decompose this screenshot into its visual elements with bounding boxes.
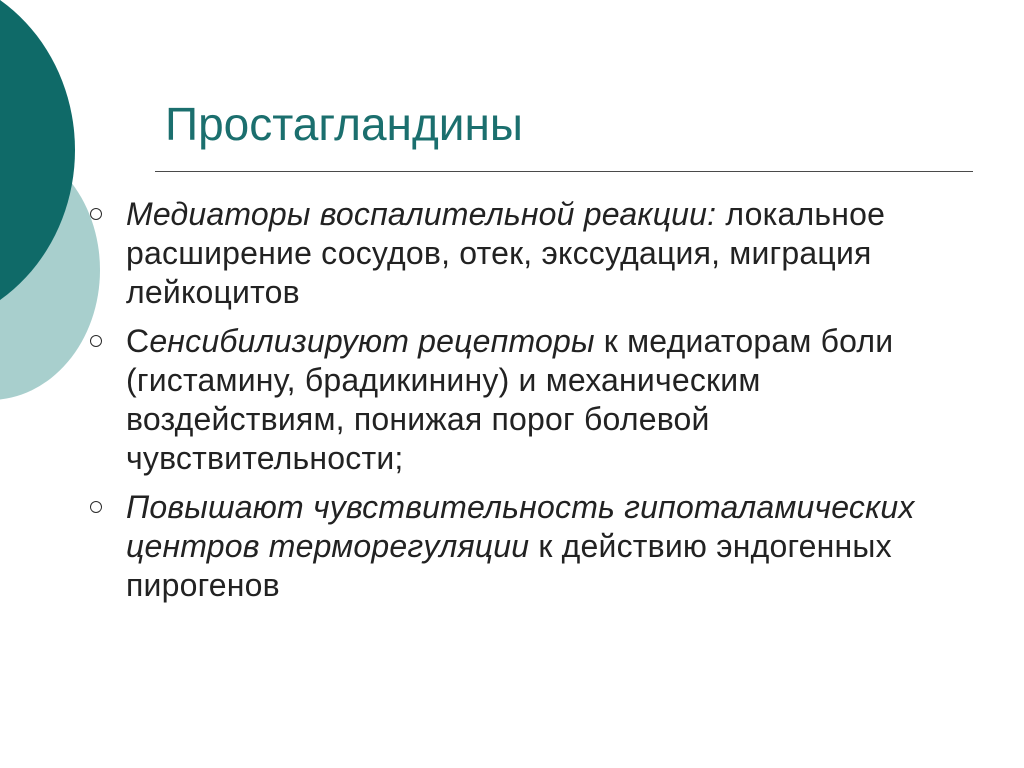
bullet-lead-letter: С bbox=[126, 323, 150, 359]
bullet-item-sensitization bbox=[88, 322, 968, 478]
title-divider bbox=[155, 171, 973, 172]
bullet-item-thermoregulation bbox=[88, 488, 968, 605]
bullet-text: локальное расширение сосудов, отек, экссудация, миграция лейкоцитов bbox=[126, 196, 886, 310]
bullet-text: к действию эндогенных пирогенов bbox=[126, 528, 892, 603]
bullet-text: к медиаторам боли (гистамину, брадикинину) и механическим воздействиям, понижая порог болевой чувствительности; bbox=[126, 323, 894, 476]
bullet-circle-icon bbox=[90, 335, 102, 347]
bullet-italic-text: Медиаторы воспалительной реакции: bbox=[126, 196, 717, 232]
bullet-list bbox=[88, 195, 968, 615]
bullet-circle-icon bbox=[90, 501, 102, 513]
bullet-italic-text: Повышают чувствительность гипоталамических центров терморегуляции bbox=[126, 489, 915, 564]
slide-title: Простагландины bbox=[165, 98, 523, 150]
bullet-italic-text: енсибилизируют рецепторы bbox=[149, 323, 595, 359]
bullet-item-mediators bbox=[88, 195, 968, 312]
bullet-circle-icon bbox=[90, 208, 102, 220]
